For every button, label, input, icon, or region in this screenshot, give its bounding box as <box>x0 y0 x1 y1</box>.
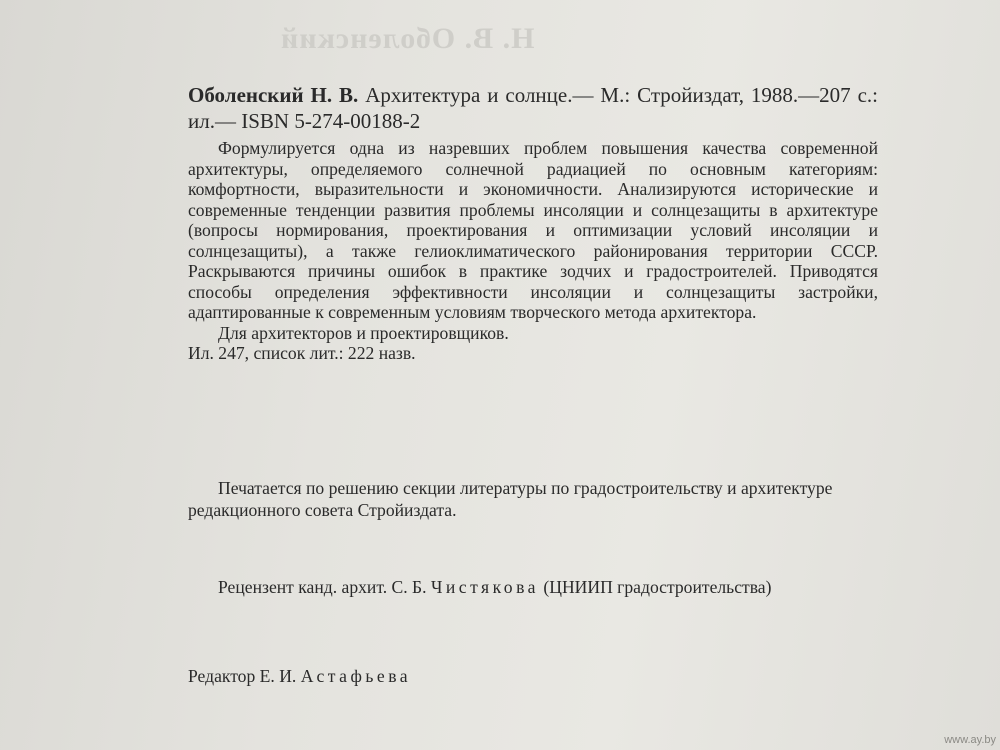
reviewer-affiliation: (ЦНИИП градостроительства) <box>538 577 772 597</box>
editor-name: Астафьева <box>300 666 412 686</box>
citation-text: Архитектура и солнце.— М.: Стройиздат, 1988.—207 с.: ил.— ISBN 5-274-00188-2 <box>188 83 878 133</box>
bibliographic-citation <box>188 82 878 134</box>
author-name: Оболенский Н. В. <box>188 83 359 107</box>
show-through-text: Н. В. Оболенский <box>280 22 535 55</box>
watermark: www.ay.by <box>944 734 996 746</box>
editor-line <box>188 665 411 687</box>
imprint-block <box>188 82 878 364</box>
reviewer-label: Рецензент канд. архит. С. Б. <box>218 577 431 597</box>
abstract-paragraph: Формулируется одна из назревших проблем повышения качества современной архитектуры, определяемого солнечной радиацией по основным категориям: комфортности, выразительности и экономичности. Анализируются исторические и современные тенденции развития проблемы инсоляции и солнцезащиты в архитектуре (вопросы нормирования, проектирования и оптимизации условий инсоляции и солнцезащиты), а также гелиоклиматического районирования территории СССР. Раскрываются причины ошибок в практике зодчих и градостроителей. Приводятся способы определения эффективности инсоляции и солнцезащиты застройки, адаптированные к современным условиям творческого метода архитектора. <box>188 138 878 322</box>
audience-line: Для архитекторов и проектировщиков. <box>218 322 509 343</box>
editor-label: Редактор Е. И. <box>188 666 301 686</box>
reviewer-name: Чистякова <box>430 577 539 597</box>
illustrations-count: Ил. 247, список лит.: 222 назв. <box>188 343 416 363</box>
reviewer-line <box>188 576 878 598</box>
publication-note: Печатается по решению секции литературы по градостроительству и архитектуре редакционного совета Стройиздата. <box>188 478 833 520</box>
